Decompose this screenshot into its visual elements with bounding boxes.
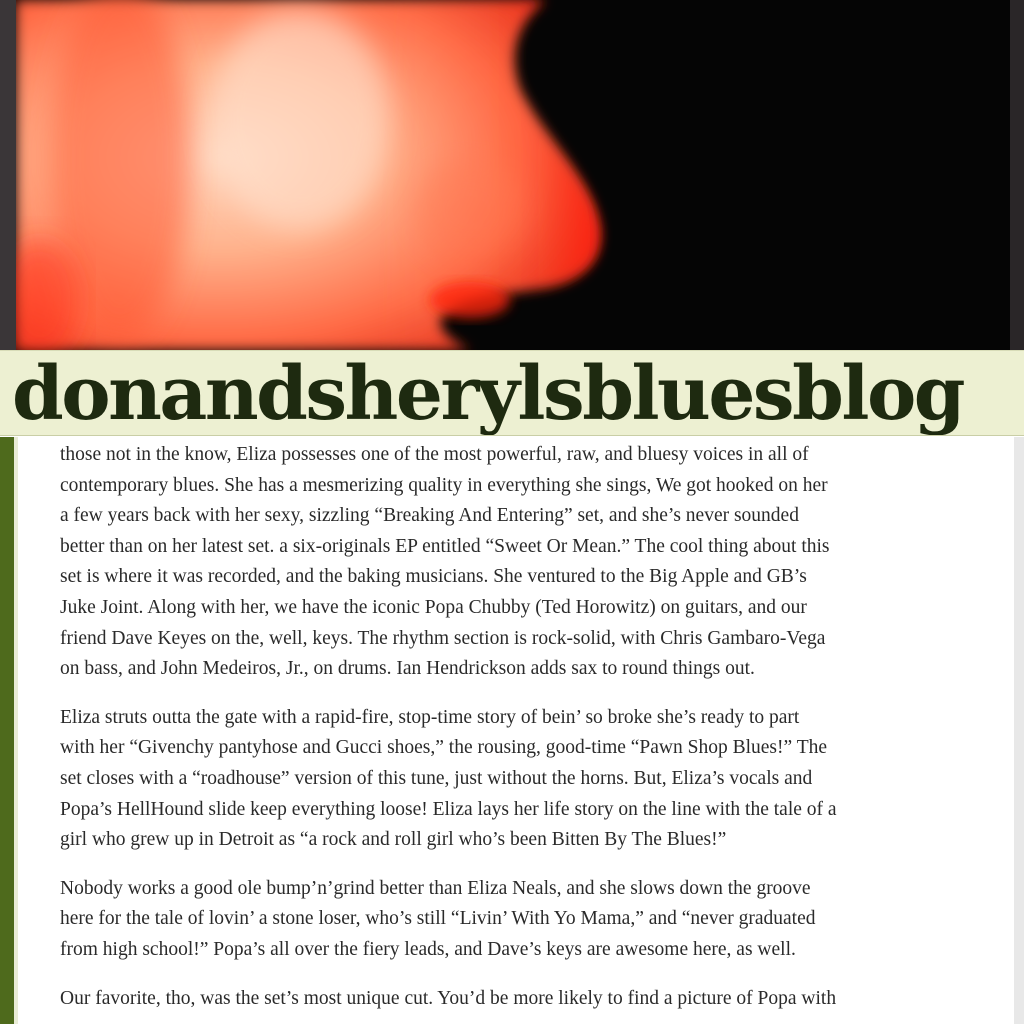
hero-frame-right [1010, 0, 1024, 350]
hero-image [0, 0, 1024, 350]
article-paragraph [60, 703, 990, 856]
article-paragraph [60, 874, 990, 966]
text-line: Nobody works a good ole bump’n’grind better than Eliza Neals, and she slows down the groove [60, 877, 811, 899]
article-paragraph [60, 440, 990, 685]
left-accent-rail [0, 437, 14, 1024]
text-line: with her “Givenchy pantyhose and Gucci shoes,” the rousing, good-time “Pawn Shop Blues!” The [60, 737, 828, 759]
article-body [60, 440, 990, 1024]
article-paragraph [60, 984, 990, 1015]
hero-frame-left [0, 0, 16, 350]
text-line: girl who grew up in Detroit as “a rock and roll girl who’s been Bitten By The Blues!” [60, 829, 727, 851]
left-accent-rail-inner [14, 437, 18, 1024]
right-scroll-edge [1014, 437, 1024, 1024]
text-line: Our favorite, tho, was the set’s most unique cut. You’d be more likely to find a picture of Popa with [60, 987, 837, 1009]
text-line: set closes with a “roadhouse” version of this tune, just without the horns. But, Eliza’s vocals and [60, 767, 813, 789]
blog-header-banner [0, 350, 1024, 436]
text-line: a few years back with her sexy, sizzling “Breaking And Entering” set, and she’s never sounded [60, 505, 799, 527]
text-line: better than on her latest set. a six-originals EP entitled “Sweet Or Mean.” The cool thing about this [60, 535, 830, 557]
text-line: those not in the know, Eliza possesses one of the most powerful, raw, and bluesy voices in all of [60, 444, 809, 465]
text-line: friend Dave Keyes on the, well, keys. The rhythm section is rock-solid, with Chris Gambaro-Vega [60, 627, 826, 649]
text-line: Juke Joint. Along with her, we have the iconic Popa Chubby (Ted Horowitz) on guitars, and our [60, 596, 807, 618]
blog-title[interactable]: donandsherylsbluesblog [12, 351, 964, 436]
text-line: set is where it was recorded, and the baking musicians. She ventured to the Big Apple and GB’s [60, 566, 807, 588]
text-line: here for the tale of lovin’ a stone loser, who’s still “Livin’ With Yo Mama,” and “never graduated [60, 908, 816, 930]
text-line: on bass, and John Medeiros, Jr., on drums. Ian Hendrickson adds sax to round things out. [60, 658, 755, 680]
text-line: Popa’s HellHound slide keep everything loose! Eliza lays her life story on the line with the tale of a [60, 798, 837, 820]
text-line: contemporary blues. She has a mesmerizing quality in everything she sings, We got hooked on her [60, 474, 828, 496]
face-profile-illustration [0, 0, 1024, 350]
text-line: Eliza struts outta the gate with a rapid-fire, stop-time story of bein’ so broke she’s ready to part [60, 706, 800, 728]
text-line: from high school!” Popa’s all over the fiery leads, and Dave’s keys are awesome here, as well. [60, 938, 796, 960]
